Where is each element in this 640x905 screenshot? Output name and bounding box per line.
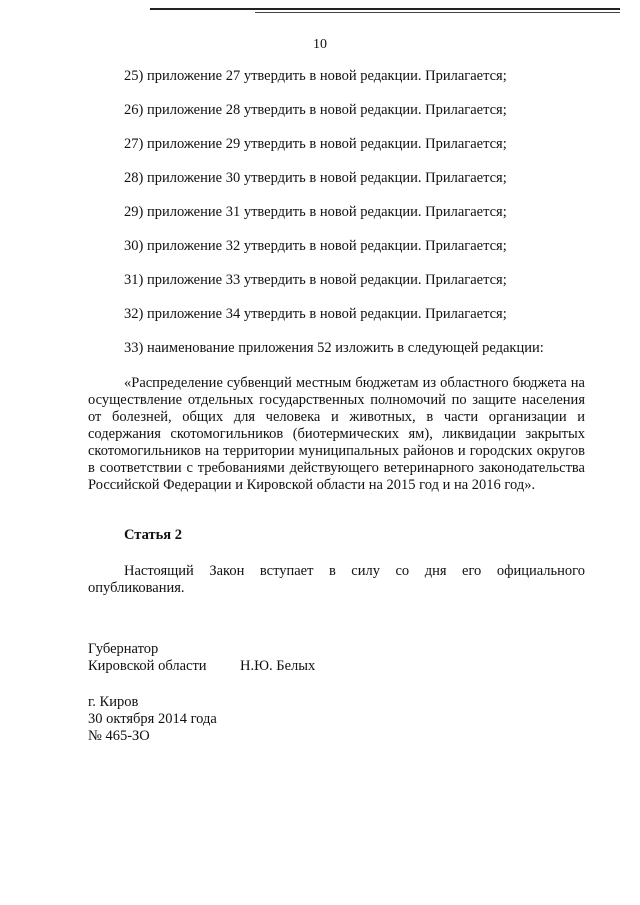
top-rule <box>150 8 620 10</box>
list-item: 33) наименование приложения 52 изложить в следующей редакции: <box>124 340 544 356</box>
list-item: 29) приложение 31 утвердить в новой редакции. Прилагается; <box>124 204 507 220</box>
article-heading: Статья 2 <box>124 527 182 543</box>
list-item: 31) приложение 33 утвердить в новой редакции. Прилагается; <box>124 272 507 288</box>
list-item: 32) приложение 34 утвердить в новой редакции. Прилагается; <box>124 306 507 322</box>
list-item: 25) приложение 27 утвердить в новой редакции. Прилагается; <box>124 68 507 84</box>
article-text: Настоящий Закон вступает в силу со дня его официального опубликования. <box>88 563 585 596</box>
signature-title-line1: Губернатор <box>88 641 159 657</box>
law-number: № 465-ЗО <box>88 728 150 744</box>
appendix-title-quote: «Распределение субвенций местным бюджетам из областного бюджета на осуществление отдельных государственных полномочий по защите населения от болезней, общих для человека и животных, в части организации и содержания скотомогильников (биотермических ям), ликвидации закрытых скотомогильников на территории муниципальных районов и городских округов в соответствии с требованиями действующего ветеринарного законодательства Российской Федерации и Кировской области на 2015 год и на 2016 год». <box>88 375 585 493</box>
top-rule-thin <box>255 12 620 13</box>
list-item: 27) приложение 29 утвердить в новой редакции. Прилагается; <box>124 136 507 152</box>
place-city: г. Киров <box>88 694 139 710</box>
page-number: 10 <box>313 37 327 52</box>
signature-name: Н.Ю. Белых <box>240 658 316 674</box>
signature-title-line2: Кировской области <box>88 658 207 674</box>
list-item: 26) приложение 28 утвердить в новой редакции. Прилагается; <box>124 102 507 118</box>
list-item: 28) приложение 30 утвердить в новой редакции. Прилагается; <box>124 170 507 186</box>
law-date: 30 октября 2014 года <box>88 711 217 727</box>
list-item: 30) приложение 32 утвердить в новой редакции. Прилагается; <box>124 238 507 254</box>
